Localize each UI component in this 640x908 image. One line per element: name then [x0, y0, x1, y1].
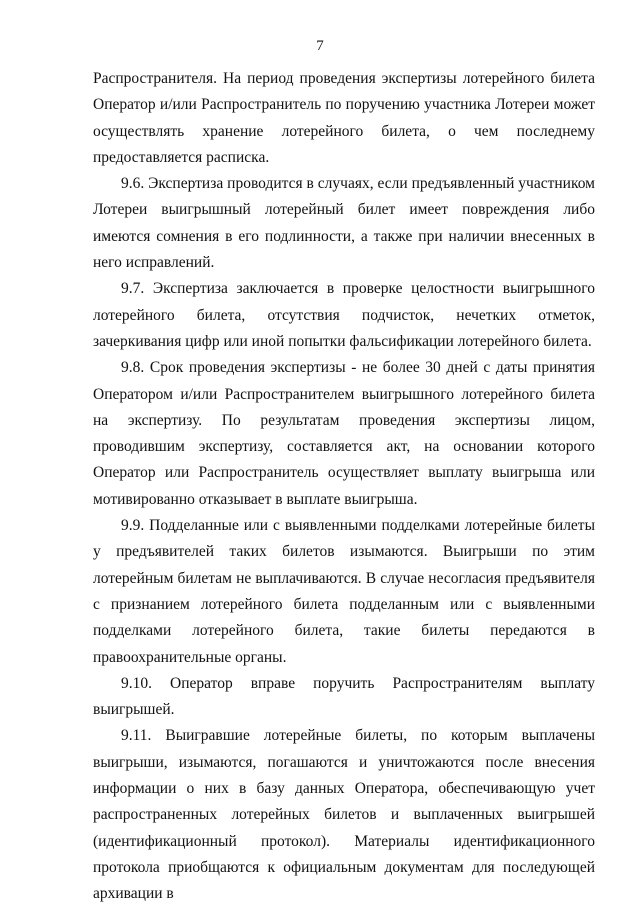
paragraph-clause-9-11: 9.11. Выигравшие лотерейные билеты, по которым выплачены выигрыши, изымаются, погашаются и уничтожаются после внесения информации о них в базу данных Оператора, обеспечивающую учет распространенных лотерейных билетов и выплаченных выигрышей (идентификационный протокол). Материалы идентификационного протокола приобщаются к официальным документам для последующей архивации в [93, 727, 595, 903]
paragraph-clause-9-6: 9.6. Экспертиза проводится в случаях, если предъявленный участником Лотереи выигрышный лотерейный билет имеет повреждения либо имеются сомнения в его подлинности, а также при наличии внесенных в него исправлений. [93, 175, 595, 272]
paragraph-clause-9-9: 9.9. Подделанные или с выявленными подделками лотерейные билеты у предъявителей таких билетов изымаются. Выигрыши по этим лотерейным билетам не выплачиваются. В случае несогласия предъявителя с признанием лотерейного билета подделанным или с выявленными подделками лотерейного билета, такие билеты передаются в правоохранительные органы. [93, 517, 595, 666]
paragraph-continuation: Распространителя. На период проведения экспертизы лотерейного билета Оператор и/или Распространитель по поручению участника Лотереи может осуществлять хранение лотерейного билета, о чем последнему предоставляется расписка. [93, 70, 595, 166]
paragraph-clause-9-7: 9.7. Экспертиза заключается в проверке целостности выигрышного лотерейного билета, отсутствия подчисток, нечетких отметок, зачеркивания цифр или иной попытки фальсификации лотерейного билета. [93, 280, 595, 350]
paragraph-clause-9-10: 9.10. Оператор вправе поручить Распространителям выплату выигрышей. [93, 674, 595, 719]
page-number: 7 [316, 38, 324, 54]
paragraph-clause-9-8: 9.8. Срок проведения экспертизы - не более 30 дней с даты принятия Оператором и/или Распространителем выигрышного лотерейного билета на экспертизу. По результатам проведения экспертизы лицом, проводившим экспертизу, составляется акт, на основании которого Оператор или Распространитель осуществляет выплату выигрыша или мотивированно отказывает в выплате выигрыша. [93, 359, 595, 508]
document-body [93, 66, 595, 908]
